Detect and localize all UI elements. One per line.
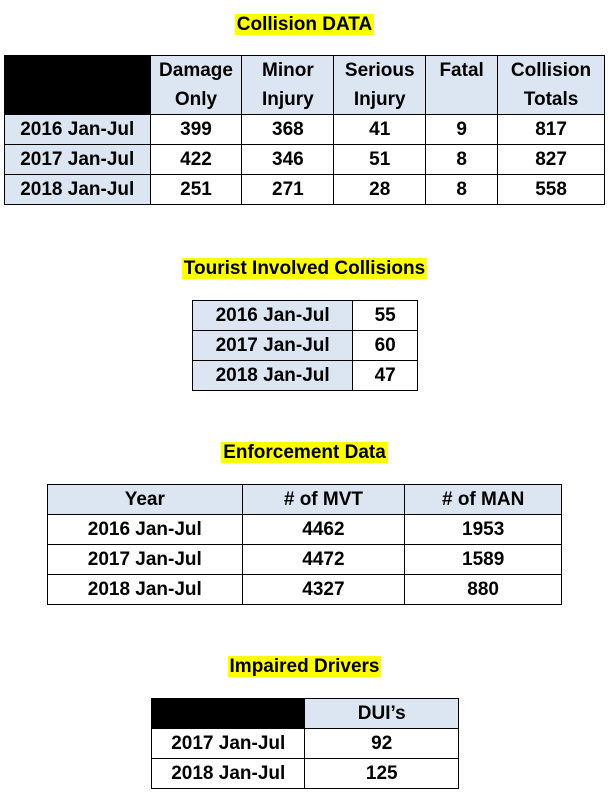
row-label: 2017 Jan-Jul: [5, 145, 151, 175]
impaired-drivers-title: [0, 653, 609, 681]
table-cell: 4327: [242, 575, 405, 605]
table-cell: 1589: [405, 545, 562, 575]
collision-data-title: [0, 11, 609, 39]
table-row: [48, 545, 562, 575]
table-cell: 4472: [242, 545, 405, 575]
row-label: 2016 Jan-Jul: [48, 515, 243, 545]
table-row: [152, 729, 459, 759]
table-cell: 8: [426, 175, 498, 205]
table-cell: 28: [334, 175, 426, 205]
column-header-fatal: Fatal: [426, 56, 498, 115]
table-row: [193, 331, 418, 361]
table-cell: 271: [242, 175, 334, 205]
table-cell: 399: [150, 115, 242, 145]
row-label: 2018 Jan-Jul: [152, 759, 305, 789]
table-cell: 55: [353, 301, 418, 331]
table-row: [48, 575, 562, 605]
header-blank-cell: [5, 56, 151, 115]
impaired-drivers-title-text: Impaired Drivers: [229, 656, 380, 677]
table-cell: 8: [426, 145, 498, 175]
collision-data-title-text: Collision DATA: [236, 14, 373, 35]
table-cell: 346: [242, 145, 334, 175]
table-header-row: [5, 56, 605, 115]
table-cell: 880: [405, 575, 562, 605]
column-header-year: Year: [48, 485, 243, 515]
impaired-drivers-table: [151, 698, 459, 789]
column-header-dui: DUI’s: [305, 699, 459, 729]
table-cell: 558: [498, 175, 605, 205]
table-cell: 368: [242, 115, 334, 145]
table-row: [193, 301, 418, 331]
tourist-collisions-table: [192, 300, 418, 391]
row-label: 2017 Jan-Jul: [152, 729, 305, 759]
table-cell: 47: [353, 361, 418, 391]
row-label: 2018 Jan-Jul: [48, 575, 243, 605]
tourist-collisions-title-text: Tourist Involved Collisions: [183, 258, 426, 279]
table-cell: 817: [498, 115, 605, 145]
table-cell: 92: [305, 729, 459, 759]
column-header-collision-totals: Collision Totals: [498, 56, 605, 115]
table-cell: 125: [305, 759, 459, 789]
table-row: [48, 515, 562, 545]
table-cell: 41: [334, 115, 426, 145]
header-blank-cell: [152, 699, 305, 729]
table-cell: 1953: [405, 515, 562, 545]
tourist-collisions-title: [0, 255, 609, 283]
enforcement-data-title-text: Enforcement Data: [223, 442, 386, 463]
enforcement-data-table: [47, 484, 562, 605]
row-label: 2016 Jan-Jul: [5, 115, 151, 145]
column-header-mvt: # of MVT: [242, 485, 405, 515]
table-cell: 4462: [242, 515, 405, 545]
row-label: 2017 Jan-Jul: [48, 545, 243, 575]
row-label: 2016 Jan-Jul: [193, 301, 353, 331]
table-row: [152, 759, 459, 789]
row-label: 2017 Jan-Jul: [193, 331, 353, 361]
table-row: [5, 175, 605, 205]
column-header-man: # of MAN: [405, 485, 562, 515]
table-cell: 51: [334, 145, 426, 175]
collision-data-table: [4, 55, 605, 205]
row-label: 2018 Jan-Jul: [5, 175, 151, 205]
row-label: 2018 Jan-Jul: [193, 361, 353, 391]
table-row: [5, 145, 605, 175]
column-header-minor-injury: Minor Injury: [242, 56, 334, 115]
column-header-damage-only: Damage Only: [150, 56, 242, 115]
column-header-serious-injury: Serious Injury: [334, 56, 426, 115]
enforcement-data-title: [0, 439, 609, 467]
table-cell: 827: [498, 145, 605, 175]
table-header-row: [48, 485, 562, 515]
table-cell: 251: [150, 175, 242, 205]
table-header-row: [152, 699, 459, 729]
table-row: [193, 361, 418, 391]
table-row: [5, 115, 605, 145]
table-cell: 422: [150, 145, 242, 175]
table-cell: 60: [353, 331, 418, 361]
table-cell: 9: [426, 115, 498, 145]
